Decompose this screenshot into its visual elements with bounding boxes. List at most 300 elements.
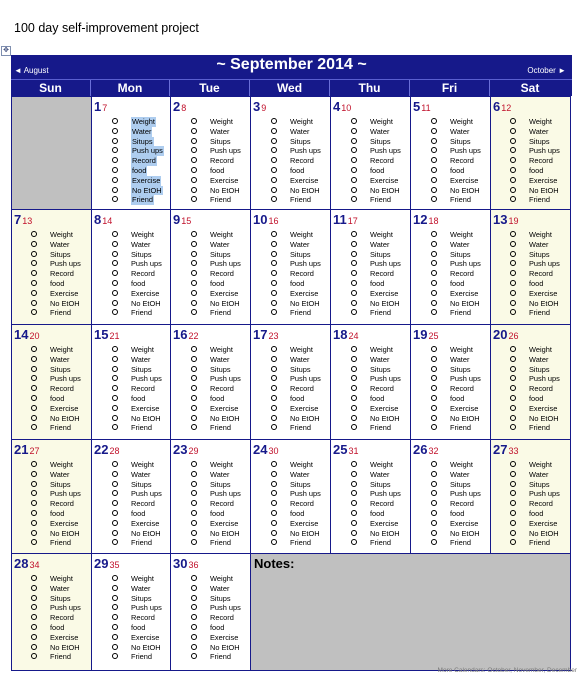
- checklist-item[interactable]: [351, 186, 401, 196]
- day-cell[interactable]: [92, 209, 171, 324]
- day-cell[interactable]: [251, 439, 331, 553]
- checklist-item[interactable]: [510, 240, 560, 250]
- day-cell[interactable]: [12, 439, 92, 553]
- checklist-item[interactable]: [112, 355, 162, 365]
- checklist-item[interactable]: [191, 594, 241, 604]
- checklist-item[interactable]: [191, 176, 241, 186]
- prev-month-link[interactable]: ◄ August: [14, 66, 49, 75]
- day-cell[interactable]: [12, 324, 92, 439]
- checklist-item[interactable]: [112, 240, 162, 250]
- checklist-item[interactable]: [510, 538, 560, 548]
- checklist-item[interactable]: [271, 127, 321, 137]
- checklist-item[interactable]: [431, 279, 481, 289]
- checklist-item[interactable]: [271, 470, 321, 480]
- checklist-item[interactable]: [112, 394, 162, 404]
- checklist-item[interactable]: [271, 299, 321, 309]
- checklist-item[interactable]: [431, 384, 481, 394]
- checklist-item[interactable]: [31, 374, 81, 384]
- checklist-item[interactable]: [112, 613, 162, 623]
- checklist-item[interactable]: [431, 499, 481, 509]
- day-cell[interactable]: [171, 553, 251, 670]
- checklist-item[interactable]: [31, 584, 81, 594]
- checklist-item[interactable]: [31, 414, 81, 424]
- next-month-link[interactable]: October ►: [527, 66, 566, 75]
- day-cell[interactable]: [171, 96, 251, 209]
- checklist-item[interactable]: [31, 345, 81, 355]
- checklist-item[interactable]: [351, 480, 401, 490]
- checklist-item[interactable]: [510, 259, 560, 269]
- checklist-item[interactable]: [431, 509, 481, 519]
- checklist-item[interactable]: [271, 156, 321, 166]
- checklist-item[interactable]: [510, 365, 560, 375]
- day-cell[interactable]: [491, 439, 571, 553]
- checklist-item[interactable]: [112, 308, 162, 318]
- checklist-item[interactable]: [271, 404, 321, 414]
- checklist-item[interactable]: [112, 509, 162, 519]
- checklist-item[interactable]: [271, 289, 321, 299]
- day-cell[interactable]: [171, 324, 251, 439]
- checklist-item[interactable]: [431, 156, 481, 166]
- checklist-item[interactable]: [431, 127, 481, 137]
- checklist-item[interactable]: [510, 176, 560, 186]
- day-cell[interactable]: [411, 96, 491, 209]
- checklist-item[interactable]: [112, 499, 162, 509]
- checklist-item[interactable]: [271, 230, 321, 240]
- checklist-item[interactable]: [271, 355, 321, 365]
- checklist-item[interactable]: [112, 489, 162, 499]
- checklist-item[interactable]: [31, 279, 81, 289]
- day-cell[interactable]: [251, 209, 331, 324]
- checklist-item[interactable]: [351, 460, 401, 470]
- checklist-item[interactable]: [112, 470, 162, 480]
- checklist-item[interactable]: [31, 404, 81, 414]
- checklist-item[interactable]: [351, 394, 401, 404]
- checklist-item[interactable]: [351, 529, 401, 539]
- checklist-item[interactable]: [191, 289, 241, 299]
- checklist-item[interactable]: [271, 460, 321, 470]
- checklist-item[interactable]: [431, 250, 481, 260]
- checklist-item[interactable]: [112, 299, 162, 309]
- table-move-handle-icon[interactable]: ✥: [1, 46, 11, 56]
- checklist-item[interactable]: [351, 230, 401, 240]
- checklist-item[interactable]: [191, 384, 241, 394]
- checklist-item[interactable]: [431, 186, 481, 196]
- checklist-item[interactable]: [351, 519, 401, 529]
- checklist-item[interactable]: [31, 299, 81, 309]
- checklist-item[interactable]: [191, 652, 241, 662]
- checklist-item[interactable]: [431, 166, 481, 176]
- checklist-item[interactable]: [112, 345, 162, 355]
- checklist-item[interactable]: [351, 259, 401, 269]
- checklist-item[interactable]: [31, 643, 81, 653]
- checklist-item[interactable]: [112, 594, 162, 604]
- day-cell[interactable]: [411, 324, 491, 439]
- checklist-item[interactable]: [191, 230, 241, 240]
- checklist-item[interactable]: [191, 480, 241, 490]
- day-cell[interactable]: [491, 209, 571, 324]
- checklist-item[interactable]: [31, 308, 81, 318]
- checklist-item[interactable]: [431, 269, 481, 279]
- checklist-item[interactable]: [112, 279, 162, 289]
- checklist-item[interactable]: [431, 230, 481, 240]
- checklist-item[interactable]: [112, 603, 162, 613]
- checklist-item[interactable]: [31, 384, 81, 394]
- day-cell[interactable]: [331, 96, 411, 209]
- checklist-item[interactable]: [431, 404, 481, 414]
- checklist-item[interactable]: [271, 137, 321, 147]
- checklist-item[interactable]: [31, 394, 81, 404]
- checklist-item[interactable]: [351, 279, 401, 289]
- checklist-item[interactable]: [31, 259, 81, 269]
- checklist-item[interactable]: [431, 365, 481, 375]
- checklist-item[interactable]: [351, 355, 401, 365]
- checklist-item[interactable]: [431, 414, 481, 424]
- checklist-item[interactable]: [191, 404, 241, 414]
- checklist-item[interactable]: [191, 633, 241, 643]
- checklist-item[interactable]: [191, 574, 241, 584]
- checklist-item[interactable]: [510, 423, 560, 433]
- checklist-item[interactable]: [351, 176, 401, 186]
- day-cell[interactable]: [331, 209, 411, 324]
- day-cell[interactable]: [92, 324, 171, 439]
- checklist-item[interactable]: [191, 643, 241, 653]
- checklist-item[interactable]: [191, 538, 241, 548]
- checklist-item[interactable]: [31, 423, 81, 433]
- day-cell[interactable]: [92, 553, 171, 670]
- checklist-item[interactable]: [31, 355, 81, 365]
- checklist-item[interactable]: [271, 186, 321, 196]
- checklist-item[interactable]: [510, 137, 560, 147]
- checklist-item[interactable]: [271, 345, 321, 355]
- checklist-item[interactable]: [510, 480, 560, 490]
- day-cell[interactable]: [251, 324, 331, 439]
- checklist-item[interactable]: [191, 423, 241, 433]
- checklist-item[interactable]: [112, 230, 162, 240]
- checklist-item[interactable]: [351, 250, 401, 260]
- checklist-item[interactable]: [31, 613, 81, 623]
- checklist-item[interactable]: [271, 176, 321, 186]
- checklist-item[interactable]: [31, 240, 81, 250]
- checklist-item[interactable]: [351, 195, 401, 205]
- checklist-item[interactable]: [191, 127, 241, 137]
- checklist-item[interactable]: [271, 414, 321, 424]
- checklist-item[interactable]: [431, 117, 481, 127]
- checklist-item[interactable]: [191, 460, 241, 470]
- checklist-item[interactable]: [112, 365, 162, 375]
- checklist-item[interactable]: [112, 166, 164, 176]
- checklist-item[interactable]: [271, 480, 321, 490]
- checklist-item[interactable]: [191, 117, 241, 127]
- checklist-item[interactable]: [351, 289, 401, 299]
- checklist-item[interactable]: [191, 299, 241, 309]
- checklist-item[interactable]: [191, 584, 241, 594]
- checklist-item[interactable]: [271, 117, 321, 127]
- checklist-item[interactable]: [31, 230, 81, 240]
- checklist-item[interactable]: [510, 156, 560, 166]
- checklist-item[interactable]: [431, 423, 481, 433]
- checklist-item[interactable]: [191, 623, 241, 633]
- checklist-item[interactable]: [112, 289, 162, 299]
- checklist-item[interactable]: [112, 519, 162, 529]
- checklist-item[interactable]: [191, 166, 241, 176]
- checklist-item[interactable]: [31, 529, 81, 539]
- checklist-item[interactable]: [510, 117, 560, 127]
- checklist-item[interactable]: [112, 259, 162, 269]
- checklist-item[interactable]: [431, 289, 481, 299]
- day-cell[interactable]: [171, 209, 251, 324]
- checklist-item[interactable]: [271, 394, 321, 404]
- checklist-item[interactable]: [351, 374, 401, 384]
- checklist-item[interactable]: [191, 499, 241, 509]
- checklist-item[interactable]: [431, 259, 481, 269]
- checklist-item[interactable]: [271, 365, 321, 375]
- checklist-item[interactable]: [191, 374, 241, 384]
- checklist-item[interactable]: [191, 489, 241, 499]
- checklist-item[interactable]: [431, 195, 481, 205]
- checklist-item[interactable]: [112, 643, 162, 653]
- checklist-item[interactable]: [191, 365, 241, 375]
- checklist-item[interactable]: [510, 195, 560, 205]
- checklist-item[interactable]: [510, 345, 560, 355]
- checklist-item[interactable]: [510, 355, 560, 365]
- checklist-item[interactable]: [510, 299, 560, 309]
- checklist-item[interactable]: [510, 166, 560, 176]
- checklist-item[interactable]: [510, 470, 560, 480]
- checklist-item[interactable]: [510, 230, 560, 240]
- checklist-item[interactable]: [112, 480, 162, 490]
- checklist-item[interactable]: [191, 394, 241, 404]
- checklist-item[interactable]: [431, 489, 481, 499]
- checklist-item[interactable]: [271, 489, 321, 499]
- checklist-item[interactable]: [31, 509, 81, 519]
- checklist-item[interactable]: [510, 250, 560, 260]
- checklist-item[interactable]: [112, 374, 162, 384]
- checklist-item[interactable]: [351, 240, 401, 250]
- checklist-item[interactable]: [31, 594, 81, 604]
- checklist-item[interactable]: [112, 117, 164, 127]
- checklist-item[interactable]: [31, 269, 81, 279]
- checklist-item[interactable]: [431, 345, 481, 355]
- checklist-item[interactable]: [112, 460, 162, 470]
- checklist-item[interactable]: [112, 414, 162, 424]
- checklist-item[interactable]: [191, 146, 241, 156]
- checklist-item[interactable]: [31, 623, 81, 633]
- checklist-item[interactable]: [112, 156, 164, 166]
- checklist-item[interactable]: [351, 308, 401, 318]
- checklist-item[interactable]: [351, 156, 401, 166]
- checklist-item[interactable]: [191, 509, 241, 519]
- checklist-item[interactable]: [431, 480, 481, 490]
- checklist-item[interactable]: [31, 480, 81, 490]
- checklist-item[interactable]: [510, 404, 560, 414]
- checklist-item[interactable]: [112, 584, 162, 594]
- checklist-item[interactable]: [112, 250, 162, 260]
- day-cell[interactable]: [491, 324, 571, 439]
- checklist-item[interactable]: [510, 269, 560, 279]
- checklist-item[interactable]: [510, 394, 560, 404]
- checklist-item[interactable]: [351, 509, 401, 519]
- checklist-item[interactable]: [431, 538, 481, 548]
- checklist-item[interactable]: [112, 633, 162, 643]
- checklist-item[interactable]: [191, 137, 241, 147]
- day-cell[interactable]: [171, 439, 251, 553]
- checklist-item[interactable]: [112, 384, 162, 394]
- day-cell[interactable]: [331, 324, 411, 439]
- checklist-item[interactable]: [351, 345, 401, 355]
- checklist-item[interactable]: [351, 127, 401, 137]
- checklist-item[interactable]: [31, 519, 81, 529]
- checklist-item[interactable]: [191, 603, 241, 613]
- checklist-item[interactable]: [510, 519, 560, 529]
- day-cell[interactable]: [92, 96, 171, 209]
- checklist-item[interactable]: [191, 345, 241, 355]
- checklist-item[interactable]: [431, 308, 481, 318]
- checklist-item[interactable]: [431, 470, 481, 480]
- checklist-item[interactable]: [351, 117, 401, 127]
- checklist-item[interactable]: [191, 355, 241, 365]
- checklist-item[interactable]: [112, 137, 164, 147]
- checklist-item[interactable]: [112, 652, 162, 662]
- checklist-item[interactable]: [271, 509, 321, 519]
- checklist-item[interactable]: [271, 195, 321, 205]
- day-cell[interactable]: [12, 553, 92, 670]
- checklist-item[interactable]: [112, 127, 164, 137]
- checklist-item[interactable]: [431, 240, 481, 250]
- checklist-item[interactable]: [351, 137, 401, 147]
- checklist-item[interactable]: [112, 529, 162, 539]
- checklist-item[interactable]: [510, 414, 560, 424]
- checklist-item[interactable]: [271, 529, 321, 539]
- day-cell[interactable]: [251, 96, 331, 209]
- checklist-item[interactable]: [112, 186, 164, 196]
- checklist-item[interactable]: [271, 538, 321, 548]
- checklist-item[interactable]: [191, 259, 241, 269]
- checklist-item[interactable]: [351, 166, 401, 176]
- checklist-item[interactable]: [271, 374, 321, 384]
- checklist-item[interactable]: [351, 146, 401, 156]
- more-calendars-link[interactable]: More Calendars: October, November, December: [437, 667, 577, 674]
- checklist-item[interactable]: [112, 146, 164, 156]
- checklist-item[interactable]: [191, 613, 241, 623]
- checklist-item[interactable]: [510, 186, 560, 196]
- checklist-item[interactable]: [431, 137, 481, 147]
- checklist-item[interactable]: [31, 489, 81, 499]
- checklist-item[interactable]: [351, 365, 401, 375]
- checklist-item[interactable]: [191, 186, 241, 196]
- day-cell[interactable]: [411, 209, 491, 324]
- day-cell[interactable]: [331, 439, 411, 553]
- checklist-item[interactable]: [431, 146, 481, 156]
- checklist-item[interactable]: [510, 127, 560, 137]
- checklist-item[interactable]: [431, 529, 481, 539]
- checklist-item[interactable]: [510, 308, 560, 318]
- checklist-item[interactable]: [191, 269, 241, 279]
- checklist-item[interactable]: [351, 269, 401, 279]
- checklist-item[interactable]: [351, 423, 401, 433]
- checklist-item[interactable]: [271, 423, 321, 433]
- checklist-item[interactable]: [191, 308, 241, 318]
- checklist-item[interactable]: [191, 156, 241, 166]
- checklist-item[interactable]: [510, 499, 560, 509]
- checklist-item[interactable]: [112, 269, 162, 279]
- checklist-item[interactable]: [431, 176, 481, 186]
- checklist-item[interactable]: [431, 374, 481, 384]
- checklist-item[interactable]: [271, 308, 321, 318]
- checklist-item[interactable]: [431, 460, 481, 470]
- checklist-item[interactable]: [191, 470, 241, 480]
- checklist-item[interactable]: [31, 289, 81, 299]
- checklist-item[interactable]: [31, 652, 81, 662]
- checklist-item[interactable]: [510, 374, 560, 384]
- checklist-item[interactable]: [31, 460, 81, 470]
- checklist-item[interactable]: [271, 384, 321, 394]
- day-cell[interactable]: [411, 439, 491, 553]
- day-cell[interactable]: [92, 439, 171, 553]
- checklist-item[interactable]: [431, 355, 481, 365]
- checklist-item[interactable]: [31, 250, 81, 260]
- checklist-item[interactable]: [510, 289, 560, 299]
- checklist-item[interactable]: [112, 623, 162, 633]
- checklist-item[interactable]: [351, 499, 401, 509]
- checklist-item[interactable]: [510, 279, 560, 289]
- checklist-item[interactable]: [271, 259, 321, 269]
- checklist-item[interactable]: [271, 519, 321, 529]
- checklist-item[interactable]: [351, 538, 401, 548]
- checklist-item[interactable]: [112, 574, 162, 584]
- checklist-item[interactable]: [510, 529, 560, 539]
- checklist-item[interactable]: [271, 240, 321, 250]
- checklist-item[interactable]: [191, 279, 241, 289]
- checklist-item[interactable]: [271, 499, 321, 509]
- checklist-item[interactable]: [271, 166, 321, 176]
- checklist-item[interactable]: [351, 470, 401, 480]
- checklist-item[interactable]: [31, 365, 81, 375]
- checklist-item[interactable]: [510, 489, 560, 499]
- checklist-item[interactable]: [191, 414, 241, 424]
- checklist-item[interactable]: [351, 414, 401, 424]
- checklist-item[interactable]: [31, 574, 81, 584]
- checklist-item[interactable]: [112, 423, 162, 433]
- notes-area[interactable]: [251, 553, 571, 670]
- checklist-item[interactable]: [431, 394, 481, 404]
- checklist-item[interactable]: [510, 384, 560, 394]
- checklist-item[interactable]: [191, 529, 241, 539]
- day-cell[interactable]: [12, 209, 92, 324]
- checklist-item[interactable]: [112, 176, 164, 186]
- checklist-item[interactable]: [191, 195, 241, 205]
- checklist-item[interactable]: [112, 404, 162, 414]
- checklist-item[interactable]: [271, 250, 321, 260]
- checklist-item[interactable]: [31, 633, 81, 643]
- checklist-item[interactable]: [351, 384, 401, 394]
- checklist-item[interactable]: [351, 404, 401, 414]
- checklist-item[interactable]: [510, 460, 560, 470]
- checklist-item[interactable]: [191, 240, 241, 250]
- checklist-item[interactable]: [510, 509, 560, 519]
- checklist-item[interactable]: [112, 195, 164, 205]
- checklist-item[interactable]: [31, 470, 81, 480]
- checklist-item[interactable]: [271, 269, 321, 279]
- checklist-item[interactable]: [191, 250, 241, 260]
- checklist-item[interactable]: [351, 489, 401, 499]
- checklist-item[interactable]: [431, 299, 481, 309]
- checklist-item[interactable]: [112, 538, 162, 548]
- day-cell[interactable]: [491, 96, 571, 209]
- checklist-item[interactable]: [31, 603, 81, 613]
- checklist-item[interactable]: [31, 499, 81, 509]
- checklist-item[interactable]: [510, 146, 560, 156]
- checklist-item[interactable]: [191, 519, 241, 529]
